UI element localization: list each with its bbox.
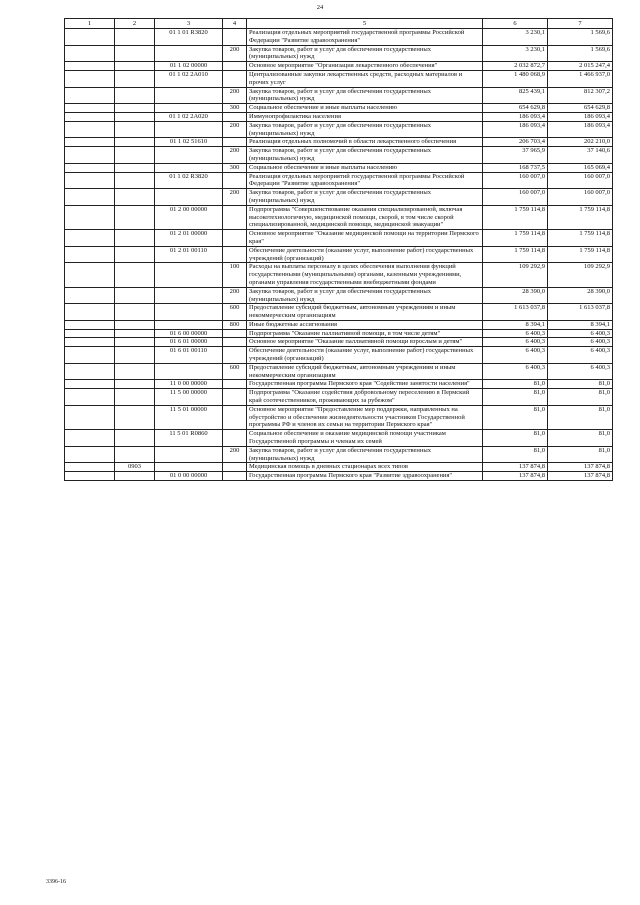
amount-2-cell: 6 400,3 [548,363,613,380]
amount-1-cell: 1 759 114,8 [483,230,548,247]
expense-type-cell [223,472,247,481]
row-code-1-cell [65,62,115,71]
amount-2-cell: 2 015 247,4 [548,62,613,71]
amount-2-cell: 1 613 037,8 [548,304,613,321]
expense-type-cell: 300 [223,163,247,172]
table-row [65,263,613,287]
amount-1-cell: 137 874,8 [483,463,548,472]
section-code-cell [115,389,155,406]
description-cell: Предоставление субсидий бюджетным, автономным учреждениям и иным некоммерческим организациям [247,304,483,321]
table-row [65,104,613,113]
section-code-cell [115,363,155,380]
target-code-cell: 01 1 02 2А020 [155,112,223,121]
target-code-cell: 01 1 02 00000 [155,62,223,71]
amount-1-cell: 81,0 [483,430,548,447]
description-cell: Социальное обеспечение и иные выплаты населению [247,163,483,172]
description-cell: Централизованные закупки лекарственных средств, расходных материалов и прочих услуг [247,70,483,87]
row-code-1-cell [65,121,115,138]
description-cell: Обеспечение деятельности (оказание услуг, выполнение работ) государственных учреждений (организаций) [247,347,483,364]
target-code-cell [155,189,223,206]
header-cell: 7 [548,19,613,29]
amount-2-cell: 137 874,8 [548,472,613,481]
amount-1-cell: 1 759 114,8 [483,205,548,229]
row-code-1-cell [65,405,115,429]
table-row [65,320,613,329]
amount-1-cell: 81,0 [483,405,548,429]
expense-type-cell: 200 [223,87,247,104]
target-code-cell [155,446,223,463]
row-code-1-cell [65,363,115,380]
table-row [65,189,613,206]
section-code-cell [115,205,155,229]
expense-type-cell [223,463,247,472]
section-code-cell [115,246,155,263]
description-cell: Реализация отдельных мероприятий государственной программы Российской Федерации "Развитие здравоохранения" [247,172,483,189]
target-code-cell: 01 6 00 00000 [155,329,223,338]
expense-type-cell [223,230,247,247]
amount-1-cell: 81,0 [483,389,548,406]
row-code-1-cell [65,287,115,304]
expense-type-cell [223,347,247,364]
section-code-cell [115,29,155,46]
table-row [65,304,613,321]
amount-2-cell: 1 466 937,0 [548,70,613,87]
expense-type-cell [223,205,247,229]
target-code-cell [155,363,223,380]
description-cell: Закупка товаров, работ и услуг для обеспечения государственных (муниципальных) нужд [247,121,483,138]
target-code-cell [155,163,223,172]
amount-2-cell: 6 400,3 [548,338,613,347]
section-code-cell [115,45,155,62]
expense-type-cell: 600 [223,304,247,321]
amount-1-cell: 6 400,3 [483,338,548,347]
description-cell: Социальное обеспечение и иные выплаты населению [247,104,483,113]
amount-2-cell: 137 874,8 [548,463,613,472]
description-cell: Государственная программа Пермского края "Развитие здравоохранения" [247,472,483,481]
amount-1-cell: 825 439,1 [483,87,548,104]
row-code-1-cell [65,112,115,121]
row-code-1-cell [65,446,115,463]
expense-type-cell [223,430,247,447]
description-cell: Предоставление субсидий бюджетным, автономным учреждениям и иным некоммерческим организациям [247,363,483,380]
section-code-cell [115,472,155,481]
amount-2-cell: 6 400,3 [548,329,613,338]
amount-2-cell: 1 759 114,8 [548,246,613,263]
table-row [65,472,613,481]
row-code-1-cell [65,138,115,147]
expense-type-cell: 200 [223,446,247,463]
table-row [65,112,613,121]
target-code-cell [155,263,223,287]
row-code-1-cell [65,205,115,229]
table-row [65,62,613,71]
header-cell: 4 [223,19,247,29]
target-code-cell: 01 1 01 R3820 [155,29,223,46]
row-code-1-cell [65,104,115,113]
document-code: 3396-16 [46,879,66,885]
header-cell: 2 [115,19,155,29]
section-code-cell [115,62,155,71]
target-code-cell [155,304,223,321]
amount-2-cell: 1 759 114,8 [548,205,613,229]
section-code-cell [115,138,155,147]
description-cell: Подпрограмма "Совершенствование оказания специализированной, включая высокотехнологичную, медицинской помощи, скорой, в том числе скорой специализированной, медицинской помощи, медицинской эвакуации" [247,205,483,229]
target-code-cell: 11 0 00 00000 [155,380,223,389]
amount-2-cell: 28 390,0 [548,287,613,304]
amount-1-cell: 6 400,3 [483,329,548,338]
target-code-cell [155,121,223,138]
expense-type-cell: 100 [223,263,247,287]
table-row [65,230,613,247]
description-cell: Расходы на выплаты персоналу в целях обеспечения выполнения функций государственными (муниципальными) органами, казенными учреждениями, органами управления государственными внебюджетными фондами [247,263,483,287]
page-number: 24 [316,4,324,11]
target-code-cell [155,463,223,472]
budget-table [64,18,613,481]
section-code-cell [115,430,155,447]
target-code-cell: 01 1 02 R3820 [155,172,223,189]
target-code-cell: 01 1 02 2А010 [155,70,223,87]
amount-2-cell: 160 007,0 [548,189,613,206]
amount-1-cell: 6 400,3 [483,347,548,364]
row-code-1-cell [65,389,115,406]
row-code-1-cell [65,246,115,263]
table-row [65,287,613,304]
target-code-cell [155,287,223,304]
description-cell: Медицинская помощь в дневных стационарах всех типов [247,463,483,472]
row-code-1-cell [65,338,115,347]
target-code-cell: 01 2 01 00110 [155,246,223,263]
expense-type-cell [223,172,247,189]
amount-2-cell: 654 629,8 [548,104,613,113]
section-code-cell [115,329,155,338]
row-code-1-cell [65,147,115,164]
row-code-1-cell [65,320,115,329]
amount-1-cell: 81,0 [483,380,548,389]
expense-type-cell [223,112,247,121]
header-cell: 6 [483,19,548,29]
description-cell: Закупка товаров, работ и услуг для обеспечения государственных (муниципальных) нужд [247,446,483,463]
row-code-1-cell [65,70,115,87]
section-code-cell [115,87,155,104]
amount-2-cell: 186 093,4 [548,121,613,138]
table-row [65,121,613,138]
table-row [65,87,613,104]
row-code-1-cell [65,230,115,247]
description-cell: Иммунопрофилактика населения [247,112,483,121]
amount-2-cell: 81,0 [548,389,613,406]
amount-1-cell: 160 007,0 [483,189,548,206]
target-code-cell: 01 6 01 00000 [155,338,223,347]
amount-2-cell: 81,0 [548,380,613,389]
section-code-cell [115,189,155,206]
target-code-cell [155,147,223,164]
expense-type-cell [223,380,247,389]
target-code-cell [155,320,223,329]
table-row [65,347,613,364]
row-code-1-cell [65,304,115,321]
section-code-cell [115,446,155,463]
description-cell: Реализация отдельных мероприятий государственной программы Российской Федерации "Развитие здравоохранения" [247,29,483,46]
section-code-cell [115,70,155,87]
amount-2-cell: 6 400,3 [548,347,613,364]
table-row [65,389,613,406]
target-code-cell: 01 2 01 00000 [155,230,223,247]
target-code-cell: 01 1 02 51610 [155,138,223,147]
amount-2-cell: 81,0 [548,405,613,429]
amount-1-cell: 81,0 [483,446,548,463]
table-row [65,70,613,87]
amount-1-cell: 1 759 114,8 [483,246,548,263]
target-code-cell [155,104,223,113]
amount-2-cell: 1 759 114,8 [548,230,613,247]
table-row [65,29,613,46]
amount-1-cell: 3 230,1 [483,45,548,62]
amount-2-cell: 186 093,4 [548,112,613,121]
row-code-1-cell [65,472,115,481]
table-row [65,338,613,347]
target-code-cell: 01 6 01 00110 [155,347,223,364]
amount-1-cell: 137 874,8 [483,472,548,481]
amount-1-cell: 186 093,4 [483,121,548,138]
amount-2-cell: 81,0 [548,446,613,463]
expense-type-cell: 200 [223,189,247,206]
table-row [65,380,613,389]
target-code-cell: 11 5 00 00000 [155,389,223,406]
section-code-cell [115,320,155,329]
table-row [65,172,613,189]
row-code-1-cell [65,172,115,189]
description-cell: Закупка товаров, работ и услуг для обеспечения государственных (муниципальных) нужд [247,87,483,104]
description-cell: Закупка товаров, работ и услуг для обеспечения государственных (муниципальных) нужд [247,45,483,62]
description-cell: Социальное обеспечение и оказание медицинской помощи участникам Государственной программы и членам их семей [247,430,483,447]
section-code-cell [115,104,155,113]
header-cell: 3 [155,19,223,29]
section-code-cell [115,304,155,321]
expense-type-cell [223,138,247,147]
target-code-cell: 11 5 01 00000 [155,405,223,429]
row-code-1-cell [65,329,115,338]
expense-type-cell [223,389,247,406]
expense-type-cell: 200 [223,45,247,62]
amount-2-cell: 812 307,2 [548,87,613,104]
section-code-cell [115,287,155,304]
amount-1-cell: 109 292,9 [483,263,548,287]
section-code-cell [115,121,155,138]
section-code-cell [115,263,155,287]
table-row [65,138,613,147]
expense-type-cell [223,29,247,46]
section-code-cell [115,147,155,164]
amount-2-cell: 1 569,6 [548,45,613,62]
row-code-1-cell [65,380,115,389]
description-cell: Основное мероприятие "Предоставление мер поддержки, направленных на обустройство и обеспечение жизнедеятельности участников Государственной программы РФ и членов их семьи на территории Пермского края" [247,405,483,429]
row-code-1-cell [65,430,115,447]
amount-2-cell: 81,0 [548,430,613,447]
table-row [65,205,613,229]
description-cell: Иные бюджетные ассигнования [247,320,483,329]
header-cell: 5 [247,19,483,29]
target-code-cell: 01 0 00 00000 [155,472,223,481]
amount-1-cell: 206 703,4 [483,138,548,147]
amount-1-cell: 28 390,0 [483,287,548,304]
section-code-cell [115,338,155,347]
section-code-cell: 0903 [115,463,155,472]
expense-type-cell [223,405,247,429]
expense-type-cell: 200 [223,287,247,304]
description-cell: Основное мероприятие "Оказание паллиативной помощи взрослым и детям" [247,338,483,347]
description-cell: Основное мероприятие "Организация лекарственного обеспечения" [247,62,483,71]
expense-type-cell: 200 [223,121,247,138]
amount-2-cell: 37 140,6 [548,147,613,164]
target-code-cell: 01 2 00 00000 [155,205,223,229]
description-cell: Обеспечение деятельности (оказание услуг, выполнение работ) государственных учреждений (организаций) [247,246,483,263]
section-code-cell [115,380,155,389]
expense-type-cell: 200 [223,147,247,164]
description-cell: Закупка товаров, работ и услуг для обеспечения государственных (муниципальных) нужд [247,147,483,164]
description-cell: Основное мероприятие "Оказание медицинской помощи на территории Пермского края" [247,230,483,247]
table-row [65,163,613,172]
table-row [65,463,613,472]
table-row [65,246,613,263]
row-code-1-cell [65,463,115,472]
description-cell: Подпрограмма "Оказание паллиативной помощи, в том числе детям" [247,329,483,338]
table-row [65,147,613,164]
amount-1-cell: 3 230,1 [483,29,548,46]
row-code-1-cell [65,263,115,287]
amount-2-cell: 109 292,9 [548,263,613,287]
row-code-1-cell [65,189,115,206]
amount-1-cell: 37 965,9 [483,147,548,164]
section-code-cell [115,405,155,429]
description-cell: Реализация отдельных полномочий в области лекарственного обеспечения [247,138,483,147]
expense-type-cell [223,246,247,263]
table-row [65,363,613,380]
section-code-cell [115,347,155,364]
amount-2-cell: 160 007,0 [548,172,613,189]
section-code-cell [115,172,155,189]
expense-type-cell [223,62,247,71]
amount-1-cell: 1 613 037,8 [483,304,548,321]
section-code-cell [115,230,155,247]
table-row [65,45,613,62]
description-cell: Закупка товаров, работ и услуг для обеспечения государственных (муниципальных) нужд [247,189,483,206]
amount-2-cell: 1 569,6 [548,29,613,46]
target-code-cell: 11 5 01 R0860 [155,430,223,447]
description-cell: Закупка товаров, работ и услуг для обеспечения государственных (муниципальных) нужд [247,287,483,304]
amount-2-cell: 202 210,0 [548,138,613,147]
expense-type-cell [223,338,247,347]
amount-1-cell: 1 480 068,9 [483,70,548,87]
amount-2-cell: 165 069,4 [548,163,613,172]
description-cell: Государственная программа Пермского края "Содействие занятости населения" [247,380,483,389]
table-row [65,446,613,463]
amount-2-cell: 8 394,1 [548,320,613,329]
amount-1-cell: 160 007,0 [483,172,548,189]
expense-type-cell: 300 [223,104,247,113]
section-code-cell [115,163,155,172]
table-row [65,430,613,447]
row-code-1-cell [65,45,115,62]
amount-1-cell: 186 093,4 [483,112,548,121]
table-row [65,329,613,338]
section-code-cell [115,112,155,121]
expense-type-cell [223,70,247,87]
row-code-1-cell [65,87,115,104]
table-header-row [65,19,613,29]
table-row [65,405,613,429]
target-code-cell [155,87,223,104]
row-code-1-cell [65,163,115,172]
row-code-1-cell [65,347,115,364]
target-code-cell [155,45,223,62]
expense-type-cell: 600 [223,363,247,380]
amount-1-cell: 8 394,1 [483,320,548,329]
amount-1-cell: 654 629,8 [483,104,548,113]
row-code-1-cell [65,29,115,46]
amount-1-cell: 168 737,5 [483,163,548,172]
header-cell: 1 [65,19,115,29]
amount-1-cell: 2 032 872,7 [483,62,548,71]
expense-type-cell [223,329,247,338]
description-cell: Подпрограмма "Оказание содействия добровольному переселению в Пермский край соотечественников, проживающих за рубежом" [247,389,483,406]
amount-1-cell: 6 400,3 [483,363,548,380]
expense-type-cell: 800 [223,320,247,329]
